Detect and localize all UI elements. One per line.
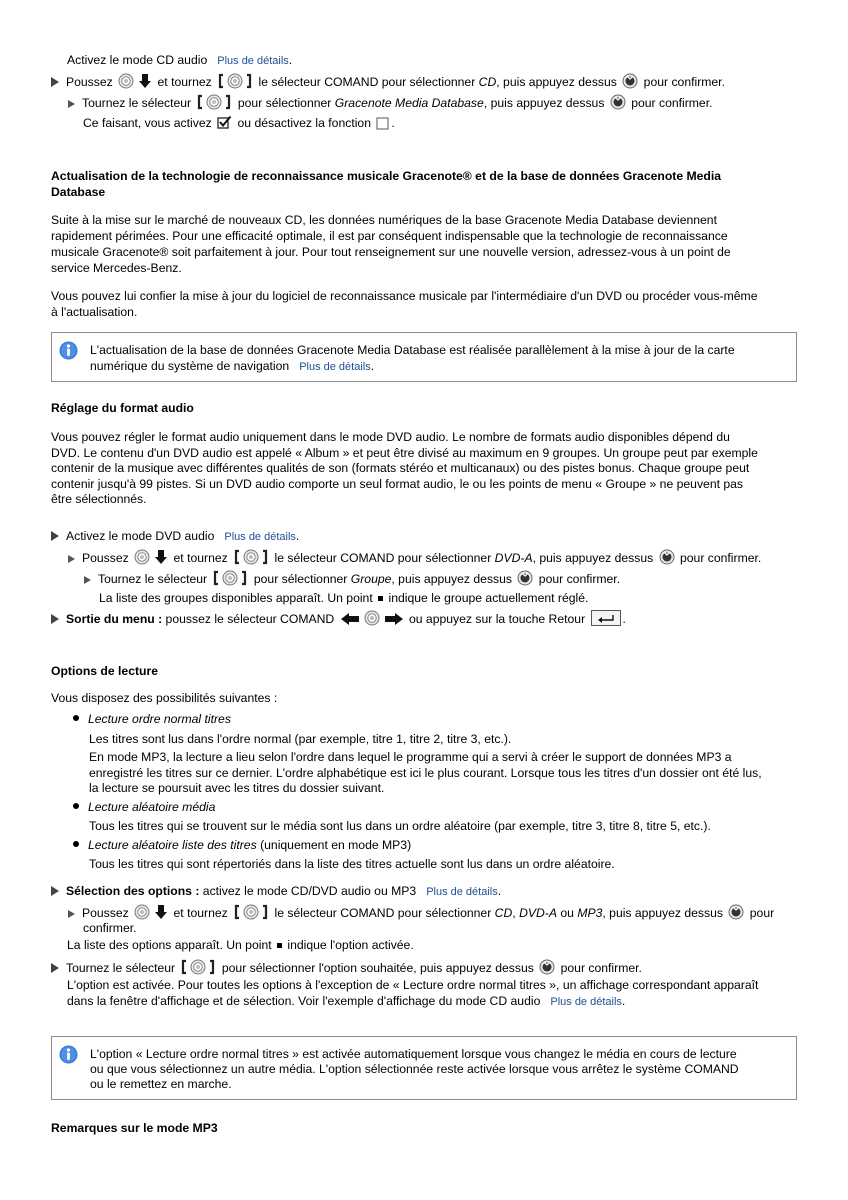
checkbox-checked-icon: [217, 115, 232, 130]
step-text: Ce faisant, vous activez: [83, 116, 212, 130]
step-text: pour confirmer.: [631, 96, 713, 110]
step-line: Activez le mode DVD audio Plus de détails.: [51, 528, 299, 545]
step-text: , puis appuyez dessus: [496, 75, 617, 89]
step-text: pour confirmer.: [679, 551, 762, 565]
section-heading: Database: [51, 185, 106, 199]
arrow-down-icon: [154, 904, 168, 920]
controller-confirm-icon: [659, 549, 675, 565]
paragraph-line: L'option est activée. Pour toutes les options à l'exception de « Lecture ordre normal titres », un affichage correspondant apparaît: [67, 978, 759, 992]
menu-option-name: DVD-A: [494, 551, 533, 565]
step-text: , puis appuyez dessus: [602, 906, 723, 920]
controller-confirm-icon: [610, 94, 626, 110]
paragraph-line: être sélectionnés.: [51, 492, 147, 506]
bullet-icon: [73, 715, 79, 721]
step-text: ,: [512, 906, 516, 920]
details-link[interactable]: Plus de détails: [217, 55, 289, 67]
step-text: pour sélectionner: [253, 572, 348, 586]
step-arrow-icon: [51, 614, 59, 624]
paragraph-line: rapidement périmées. Pour une efficacité optimale, il est par conséquent indispensable que la technologie de reconnaissance: [51, 229, 728, 243]
paragraph-line: Tous les titres qui sont répertoriés dans la liste des titres actuelle sont lus dans un ordre aléatoire.: [89, 857, 615, 871]
checkbox-empty-icon: [376, 117, 389, 130]
paragraph-line: Vous disposez des possibilités suivantes :: [51, 691, 278, 705]
paragraph-line: Suite à la mise sur le marché de nouveaux CD, les données numériques de la base Gracenote Media Database deviennent: [51, 213, 717, 227]
paragraph-line: contenir de la musique avec différentes qualités de son (formats stéréo et multicanaux) ou des pistes bonus. Chaque groupe peut: [51, 461, 750, 475]
controller-confirm-icon: [728, 904, 744, 920]
substep-line: [84, 570, 620, 587]
paragraph-line: Vous pouvez lui confier la mise à jour du logiciel de reconnaissance musicale par l'intermédiaire d'un DVD ou procéder vous-même: [51, 289, 758, 303]
step-text: Poussez: [66, 75, 113, 89]
info-box: [51, 332, 797, 382]
step-text: Tournez le sélecteur: [98, 572, 208, 586]
option-title: Lecture aléatoire média: [88, 800, 216, 814]
step-text: , puis appuyez dessus: [532, 551, 654, 565]
step-text: le sélecteur COMAND pour sélectionner: [258, 75, 476, 89]
info-text: numérique du système de navigation: [90, 359, 290, 373]
step-text: activez le mode CD/DVD audio ou MP3: [202, 884, 417, 898]
paragraph-line: contenir jusqu'à 99 pistes. Si un DVD audio comporte un seul format audio, le ou les points de menu « Groupe » ne peuvent pas: [51, 477, 744, 491]
paragraph-line: à l'actualisation.: [51, 305, 138, 319]
paragraph-line: Tous les titres qui se trouvent sur le média sont lus dans un ordre aléatoire (par exemple, titre 3, titre 8, titre 5, etc.).: [89, 819, 711, 833]
step-text: Tournez le sélecteur: [66, 961, 176, 975]
step-text: La liste des groupes disponibles apparaît. Un point: [99, 591, 373, 605]
menu-option-name: Groupe: [350, 572, 392, 586]
step-text: Tournez le sélecteur: [82, 96, 192, 110]
info-box: [51, 1036, 797, 1100]
step-text: indique l'option activée.: [287, 938, 414, 952]
info-text: L'actualisation de la base de données Gracenote Media Database est réalisée parallèlement à la mise à jour de la carte: [90, 343, 735, 357]
section-heading: Remarques sur le mode MP3: [51, 1121, 218, 1135]
step-text: indique le groupe actuellement réglé.: [388, 591, 589, 605]
step-arrow-icon: [68, 100, 75, 108]
step-text: pour confirmer.: [538, 572, 621, 586]
paragraph-line: enregistré les titres sur ce dernier. L'ordre alphabétique est ici le plus courant. Lorsque tous les titres d'un dossier ont été lus,: [89, 766, 762, 780]
active-dot-icon: [378, 596, 383, 601]
details-link[interactable]: Plus de détails: [299, 361, 371, 373]
menu-option-name: Gracenote Media Database: [334, 96, 484, 110]
step-arrow-icon: [51, 886, 59, 896]
list-item: [73, 711, 231, 727]
option-title: Lecture aléatoire liste des titres: [88, 838, 257, 852]
info-text: ou le remettez en marche.: [90, 1077, 232, 1091]
paragraph-line: service Mercedes-Benz.: [51, 261, 182, 275]
substep-result-line: [67, 937, 414, 953]
step-text: pour confirmer.: [560, 961, 642, 975]
step-text: .: [622, 612, 626, 626]
section-heading: Actualisation de la technologie de reconnaissance musicale Gracenote® et de la base de données Gracenote Media: [51, 169, 722, 183]
back-button-icon: [591, 610, 621, 626]
list-item: [73, 799, 215, 815]
controller-confirm-icon: [622, 73, 638, 89]
option-title: Lecture ordre normal titres: [88, 712, 231, 726]
cd-mode-line: Activez le mode CD audio Plus de détails.: [67, 53, 293, 67]
step-text: ou appuyez sur la touche Retour: [408, 612, 586, 626]
arrow-left-icon: [340, 612, 360, 626]
menu-option-name: DVD-A: [519, 906, 557, 920]
info-icon: [59, 1045, 78, 1064]
info-text: ou que vous sélectionnez un autre média. L'option sélectionnée reste activée lorsque vous arrêtez le système COMAND: [90, 1062, 739, 1076]
bullet-icon: [73, 803, 79, 809]
substep-result-line: [83, 115, 395, 131]
info-icon: [59, 341, 78, 360]
cd-mode-text: Activez le mode CD audio: [67, 53, 208, 67]
step-text: Activez le mode DVD audio: [66, 529, 215, 543]
menu-option-name: MP3: [577, 906, 603, 920]
paragraph-line-with-link: dans la fenêtre d'affichage et de sélection. Voir l'exemple d'affichage du mode CD audio Plus de détails.: [67, 994, 626, 1008]
arrow-down-icon: [154, 549, 168, 565]
substep-line: [68, 549, 761, 566]
paragraph-line: Les titres sont lus dans l'ordre normal (par exemple, titre 1, titre 2, titre 3, etc.).: [89, 732, 512, 746]
step-text: le sélecteur COMAND pour sélectionner: [274, 906, 492, 920]
step-text: dans la fenêtre d'affichage et de sélection. Voir l'exemple d'affichage du mode CD audio: [67, 994, 541, 1008]
controller-press-icon: [118, 73, 134, 89]
step-text: ou désactivez la fonction: [237, 116, 371, 130]
step-arrow-icon: [51, 963, 59, 973]
step-text: et tournez: [173, 551, 228, 565]
step-arrow-icon: [68, 555, 75, 563]
step-line: Sélection des options : activez le mode CD/DVD audio ou MP3 Plus de détails.: [51, 883, 501, 900]
paragraph-line: DVD. Le contenu d'un DVD audio est appelé « Album » et peut être divisé au maximum en 9 groupes. Un groupe peut par exemple: [51, 446, 758, 460]
step-arrow-icon: [84, 576, 91, 584]
step-text: Poussez: [82, 906, 129, 920]
paragraph-line: musicale Gracenote® soit parfaitement à jour. Pour tout renseignement sur une nouvelle version, adressez-vous à un point de: [51, 245, 731, 259]
option-note: (uniquement en mode MP3): [260, 838, 412, 852]
step-text: pour sélectionner l'option souhaitée, puis appuyez dessus: [221, 961, 534, 975]
controller-turn-icon: [196, 94, 232, 110]
step-line: [51, 959, 642, 976]
substep-line: [68, 904, 774, 921]
step-text: pour sélectionner: [237, 96, 332, 110]
arrow-right-icon: [384, 612, 404, 626]
step-text: Poussez: [82, 551, 129, 565]
active-dot-icon: [277, 943, 282, 948]
paragraph-line: Vous pouvez régler le format audio uniquement dans le mode DVD audio. Le nombre de formats audio disponibles dépend du: [51, 430, 730, 444]
step-line: [51, 73, 725, 90]
controller-press-icon: [364, 610, 380, 626]
menu-option-name: CD: [494, 906, 513, 920]
arrow-down-icon: [138, 73, 152, 89]
section-heading: Options de lecture: [51, 664, 158, 678]
step-text: ou: [560, 906, 574, 920]
step-arrow-icon: [51, 77, 59, 87]
step-text: poussez le sélecteur COMAND: [165, 612, 335, 626]
step-text: pour: [749, 906, 775, 920]
info-text: L'option « Lecture ordre normal titres » est activée automatiquement lorsque vous changez le média en cours de lecture: [90, 1047, 737, 1061]
step-text: le sélecteur COMAND pour sélectionner: [274, 551, 492, 565]
step-text: et tournez: [157, 75, 212, 89]
step-text: La liste des options apparaît. Un point: [67, 938, 272, 952]
details-link[interactable]: Plus de détails: [224, 531, 296, 543]
step-text: et tournez: [173, 906, 228, 920]
step-label: Sortie du menu :: [66, 612, 163, 626]
paragraph-line: En mode MP3, la lecture a lieu selon l'ordre dans lequel le programme qui a servi à créer le support de données MP3 a: [89, 750, 732, 764]
substep-result-line: [99, 590, 588, 606]
step-text: .: [391, 116, 395, 130]
details-link[interactable]: Plus de détails: [426, 886, 498, 898]
controller-turn-icon: [233, 904, 269, 920]
menu-option-name: CD: [478, 75, 497, 89]
controller-confirm-icon: [517, 570, 533, 586]
step-text: , puis appuyez dessus: [391, 572, 513, 586]
controller-turn-icon: [212, 570, 248, 586]
list-item: [73, 837, 411, 853]
step-line: [51, 610, 626, 627]
info-text-line: numérique du système de navigation Plus de détails.: [90, 359, 375, 373]
controller-press-icon: [134, 549, 150, 565]
details-link[interactable]: Plus de détails: [550, 996, 622, 1008]
controller-turn-icon: [217, 73, 253, 89]
bullet-icon: [73, 841, 79, 847]
controller-turn-icon: [180, 959, 216, 975]
step-arrow-icon: [51, 531, 59, 541]
step-text: pour confirmer.: [643, 75, 725, 89]
controller-press-icon: [134, 904, 150, 920]
step-label: Sélection des options :: [66, 884, 200, 898]
section-heading: Réglage du format audio: [51, 401, 194, 415]
substep-line: [68, 94, 713, 111]
paragraph-line: la lecture se poursuit avec les titres du dossier suivant.: [89, 781, 385, 795]
paragraph-line: confirmer.: [83, 921, 137, 935]
controller-turn-icon: [233, 549, 269, 565]
step-text: , puis appuyez dessus: [483, 96, 605, 110]
step-arrow-icon: [68, 910, 75, 918]
controller-confirm-icon: [539, 959, 555, 975]
